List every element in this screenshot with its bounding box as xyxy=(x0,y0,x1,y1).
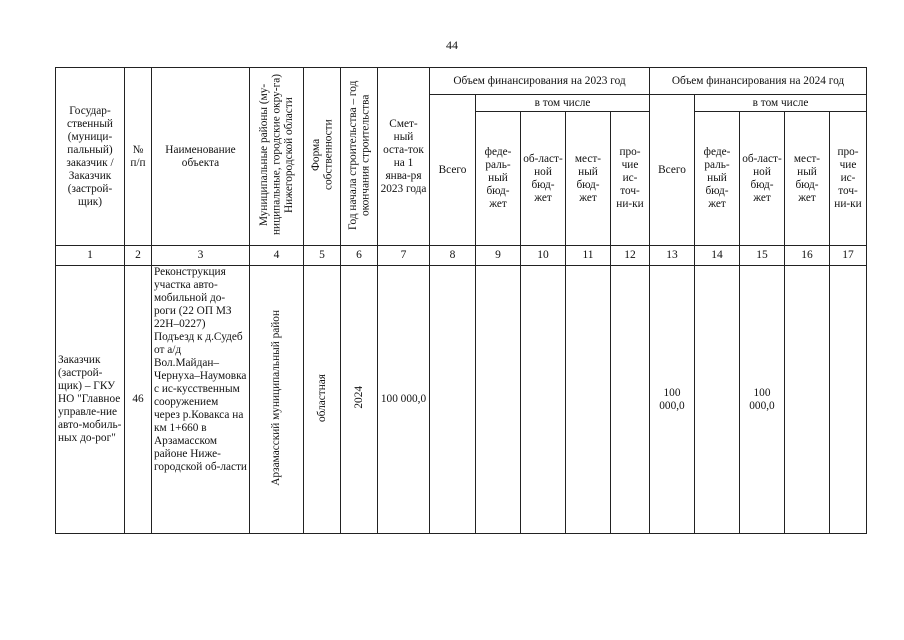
header-years: Год начала строительства – год окончания строительства xyxy=(341,68,378,246)
cell-local-2024 xyxy=(785,266,830,534)
cell-district: Арзамасский муниципальный район xyxy=(250,266,304,534)
column-number: 11 xyxy=(566,246,611,266)
cell-customer: Заказчик (застрой-щик) – ГКУ НО "Главное управле-ние авто-мобиль-ных до-рог" xyxy=(56,266,125,534)
column-number: 2 xyxy=(125,246,152,266)
column-number: 7 xyxy=(378,246,430,266)
column-number: 13 xyxy=(650,246,695,266)
header-federal-2023: феде-раль-ный бюд-жет xyxy=(476,112,521,246)
column-number: 5 xyxy=(304,246,341,266)
cell-total-2023 xyxy=(430,266,476,534)
column-number: 4 xyxy=(250,246,304,266)
cell-number: 46 xyxy=(125,266,152,534)
column-number: 6 xyxy=(341,246,378,266)
header-total-2024: Всего xyxy=(650,95,695,246)
column-number: 14 xyxy=(695,246,740,266)
cell-ownership: областная xyxy=(304,266,341,534)
header-regional-2023: об-ласт-ной бюд-жет xyxy=(521,112,566,246)
cell-other-2024 xyxy=(830,266,867,534)
column-number: 17 xyxy=(830,246,867,266)
cell-other-2023 xyxy=(611,266,650,534)
cell-years: 2024 xyxy=(341,266,378,534)
header-local-2024: мест-ный бюд-жет xyxy=(785,112,830,246)
header-regional-2024: об-ласт-ной бюд-жет xyxy=(740,112,785,246)
header-total-2023: Всего xyxy=(430,95,476,246)
column-number: 9 xyxy=(476,246,521,266)
cell-estimate: 100 000,0 xyxy=(378,266,430,534)
column-number: 16 xyxy=(785,246,830,266)
header-financing-2024: Объем финансирования на 2024 год xyxy=(650,68,867,95)
column-number: 12 xyxy=(611,246,650,266)
header-row-1 xyxy=(56,68,867,95)
header-including-2023: в том числе xyxy=(476,95,650,112)
header-customer: Государ-ственный (муници-пальный) заказчик / Заказчик (застрой-щик) xyxy=(56,68,125,246)
header-financing-2023: Объем финансирования на 2023 год xyxy=(430,68,650,95)
cell-object-name: Реконструкция участка авто-мобильной до-роги (22 ОП МЗ 22Н–0227) Подъезд к д.Судеб от а/д Вол.Майдан–Чернуха–Наумовка с ис-кусственным сооружением через р.Ковакса на км 1+660 в Арзамасском районе Ниже-городской об-ласти xyxy=(152,266,250,534)
header-including-2024: в том числе xyxy=(695,95,867,112)
cell-federal-2023 xyxy=(476,266,521,534)
cell-local-2023 xyxy=(566,266,611,534)
column-number: 8 xyxy=(430,246,476,266)
page-number: 44 xyxy=(446,38,458,52)
column-number: 15 xyxy=(740,246,785,266)
header-district: Муниципальные районы (му-ниципальные, городские окру-га) Нижегородской области xyxy=(250,68,304,246)
header-other-2023: про-чие ис-точ-ни-ки xyxy=(611,112,650,246)
header-ownership: Форма собственности xyxy=(304,68,341,246)
header-number: № п/п xyxy=(125,68,152,246)
header-estimate: Смет-ный оста-ток на 1 янва-ря 2023 года xyxy=(378,68,430,246)
column-number: 10 xyxy=(521,246,566,266)
header-other-2024: про-чие ис-точ-ни-ки xyxy=(830,112,867,246)
cell-total-2024: 100 000,0 xyxy=(650,266,695,534)
header-local-2023: мест-ный бюд-жет xyxy=(566,112,611,246)
cell-federal-2024 xyxy=(695,266,740,534)
column-number: 3 xyxy=(152,246,250,266)
header-federal-2024: феде-раль-ный бюд-жет xyxy=(695,112,740,246)
column-number: 1 xyxy=(56,246,125,266)
table-row xyxy=(56,266,867,534)
header-object-name: Наименование объекта xyxy=(152,68,250,246)
financing-table xyxy=(55,67,867,534)
column-number-row xyxy=(56,246,867,266)
cell-regional-2024: 100 000,0 xyxy=(740,266,785,534)
cell-regional-2023 xyxy=(521,266,566,534)
